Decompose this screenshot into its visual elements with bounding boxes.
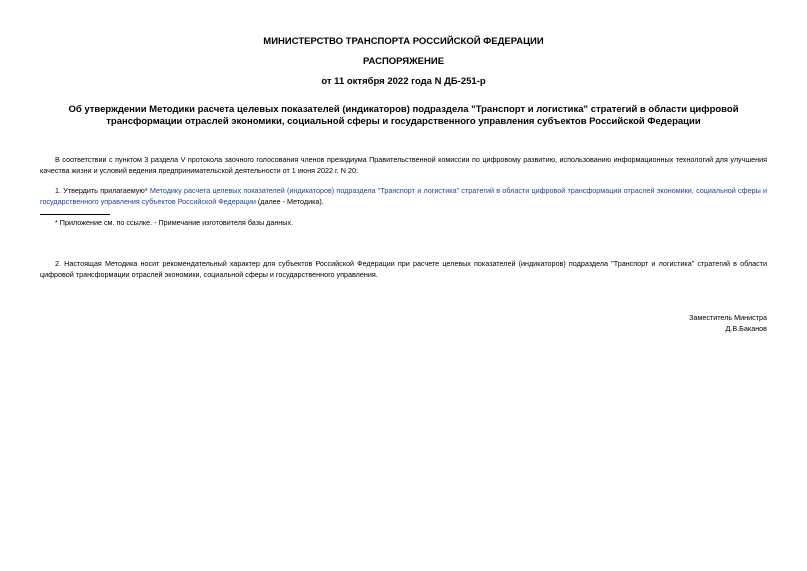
- item-2-paragraph: 2. Настоящая Методика носит рекомендательный характер для субъектов Российской Федерации при расчете целевых показателей (индикаторов) подраздела "Транспорт и логистика" стратегий в области цифровой трансформации отраслей экономики, социальной сферы и государственного управления.: [40, 259, 767, 279]
- intro-paragraph: В соответствии с пунктом 3 раздела V протокола заочного голосования членов президиума Правительственной комиссии по цифровому развитию, использованию информационных технологий для улучшения качества жизни и условий ведения предпринимательской деятельности от 1 июня 2022 г. N 20:: [40, 155, 767, 175]
- signatory-name: Д.В.Баканов: [725, 324, 767, 333]
- footnote-divider: [40, 214, 110, 215]
- document-title: Об утверждении Методики расчета целевых показателей (индикаторов) подраздела "Транспорт и логистика" стратегий в области цифровой трансформации отраслей экономики, социальной сферы и государственного управления субъектов Российской Федерации: [68, 104, 739, 127]
- document-type-heading: РАСПОРЯЖЕНИЕ: [362, 56, 445, 67]
- item-1-suffix: (далее - Методика).: [257, 196, 324, 206]
- footnote: * Приложение см. по ссылке. - Примечание изготовителя базы данных.: [55, 218, 294, 227]
- signatory-position: Заместитель Министра: [689, 313, 767, 322]
- ministry-heading: МИНИСТЕРСТВО ТРАНСПОРТА РОССИЙСКОЙ ФЕДЕРАЦИИ: [263, 36, 544, 47]
- item-1-prefix: 1. Утвердить прилагаемую*: [55, 186, 148, 195]
- document-date: от 11 октября 2022 года N ДБ-251-р: [321, 76, 486, 87]
- methodology-link[interactable]: Методику расчета целевых показателей (индикаторов) подраздела "Транспорт и логистика" стратегий в области цифровой трансформации отраслей экономики, социальной сферы и государственного управления субъектов Российской Федерации: [40, 186, 768, 206]
- item-1-paragraph: [40, 186, 767, 207]
